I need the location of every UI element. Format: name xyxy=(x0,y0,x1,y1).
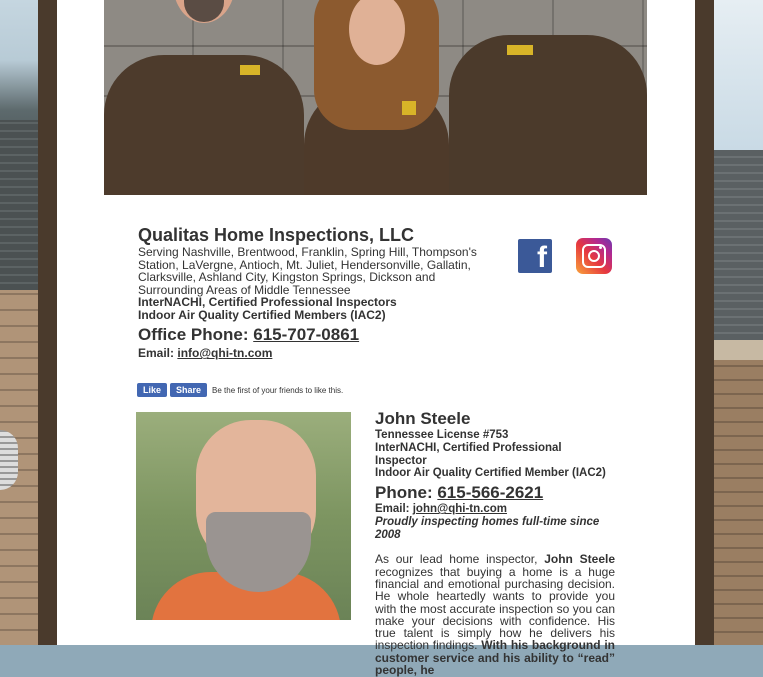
business-email-link[interactable]: info@qhi-tn.com xyxy=(177,346,273,361)
logo-patch xyxy=(402,101,416,115)
inspector-phone xyxy=(375,482,615,503)
inspector-email-label: Email: xyxy=(375,503,413,516)
business-email xyxy=(138,346,478,360)
certification-internachi: InterNACHI, Certified Professional Inspectors xyxy=(138,295,397,310)
team-member-right xyxy=(449,35,647,195)
office-phone-link[interactable]: 615-707-0861 xyxy=(253,325,360,345)
office-phone xyxy=(138,325,478,345)
roof-shingles xyxy=(0,120,38,290)
inspector-email xyxy=(375,503,615,516)
service-areas: Serving Nashville, Brentwood, Franklin, Spring Hill, Thompson's Station, LaVergne, Antioch, Mt. Juliet, Hendersonville, Gallatin, Clarksville, Ashland City, Kingston Springs, Dickson and Surrounding Areas of Middle Tennessee xyxy=(138,245,477,297)
facebook-like-button[interactable]: Like xyxy=(137,383,167,397)
inspector-cert-iac2: Indoor Air Quality Certified Member (IAC2) xyxy=(375,467,606,480)
instagram-flash xyxy=(599,246,602,249)
bio-body: recognizes that buying a home is a huge financial and emotional purchasing decision. He whole heartedly wants to provide you with the most accurate inspection so you can make your decisions with confidence. His true talent is simply how he delivers his inspection findings. xyxy=(375,564,615,653)
business-name: Qualitas Home Inspections, LLC xyxy=(138,225,415,245)
team-member-left xyxy=(104,55,304,195)
office-phone-label: Office Phone: xyxy=(138,325,254,345)
gable-vent xyxy=(0,430,18,490)
roof-trim xyxy=(714,340,763,360)
facebook-like-text: Be the first of your friends to like this. xyxy=(212,385,344,395)
roof-shingles xyxy=(714,150,763,340)
bio-bold: With his background in customer service and his ability to “read” people, he xyxy=(375,638,615,677)
logo-patch xyxy=(240,65,260,75)
bio-name: John Steele xyxy=(544,552,615,567)
business-info xyxy=(138,224,478,360)
background-scenery-right xyxy=(714,0,763,645)
facebook-share-button[interactable]: Share xyxy=(170,383,207,397)
inspector-info xyxy=(375,409,615,676)
inspector-name: John Steele xyxy=(375,409,471,428)
instagram-lens xyxy=(588,250,600,262)
bio-intro: As our lead home inspector, xyxy=(375,552,545,567)
logo-patch xyxy=(507,45,533,55)
facebook-icon[interactable] xyxy=(518,239,552,273)
facebook-like-widget xyxy=(137,383,343,397)
background-scenery-left xyxy=(0,0,38,645)
team-photo xyxy=(104,0,647,195)
inspector-photo xyxy=(136,412,351,620)
email-label: Email: xyxy=(138,346,178,361)
inspector-phone-link[interactable]: 615-566-2621 xyxy=(437,483,544,503)
facebook-f-glyph: f xyxy=(537,241,547,274)
team-member-center xyxy=(304,85,449,195)
inspector-tagline: Proudly inspecting homes full-time since 2008 xyxy=(375,516,600,541)
sky xyxy=(714,0,763,150)
instagram-icon[interactable] xyxy=(576,238,612,274)
inspector-email-link[interactable]: john@qhi-tn.com xyxy=(412,503,507,516)
inspector-cert-internachi: InterNACHI, Certified Professional Inspector xyxy=(375,441,562,467)
certification-iac2: Indoor Air Quality Certified Members (IAC2) xyxy=(138,308,386,323)
stone-wall xyxy=(714,360,763,645)
inspector-bio xyxy=(375,553,615,676)
inspector-phone-label: Phone: xyxy=(375,483,438,503)
inspector-license: Tennessee License #753 xyxy=(375,429,509,441)
main-content xyxy=(57,0,695,677)
